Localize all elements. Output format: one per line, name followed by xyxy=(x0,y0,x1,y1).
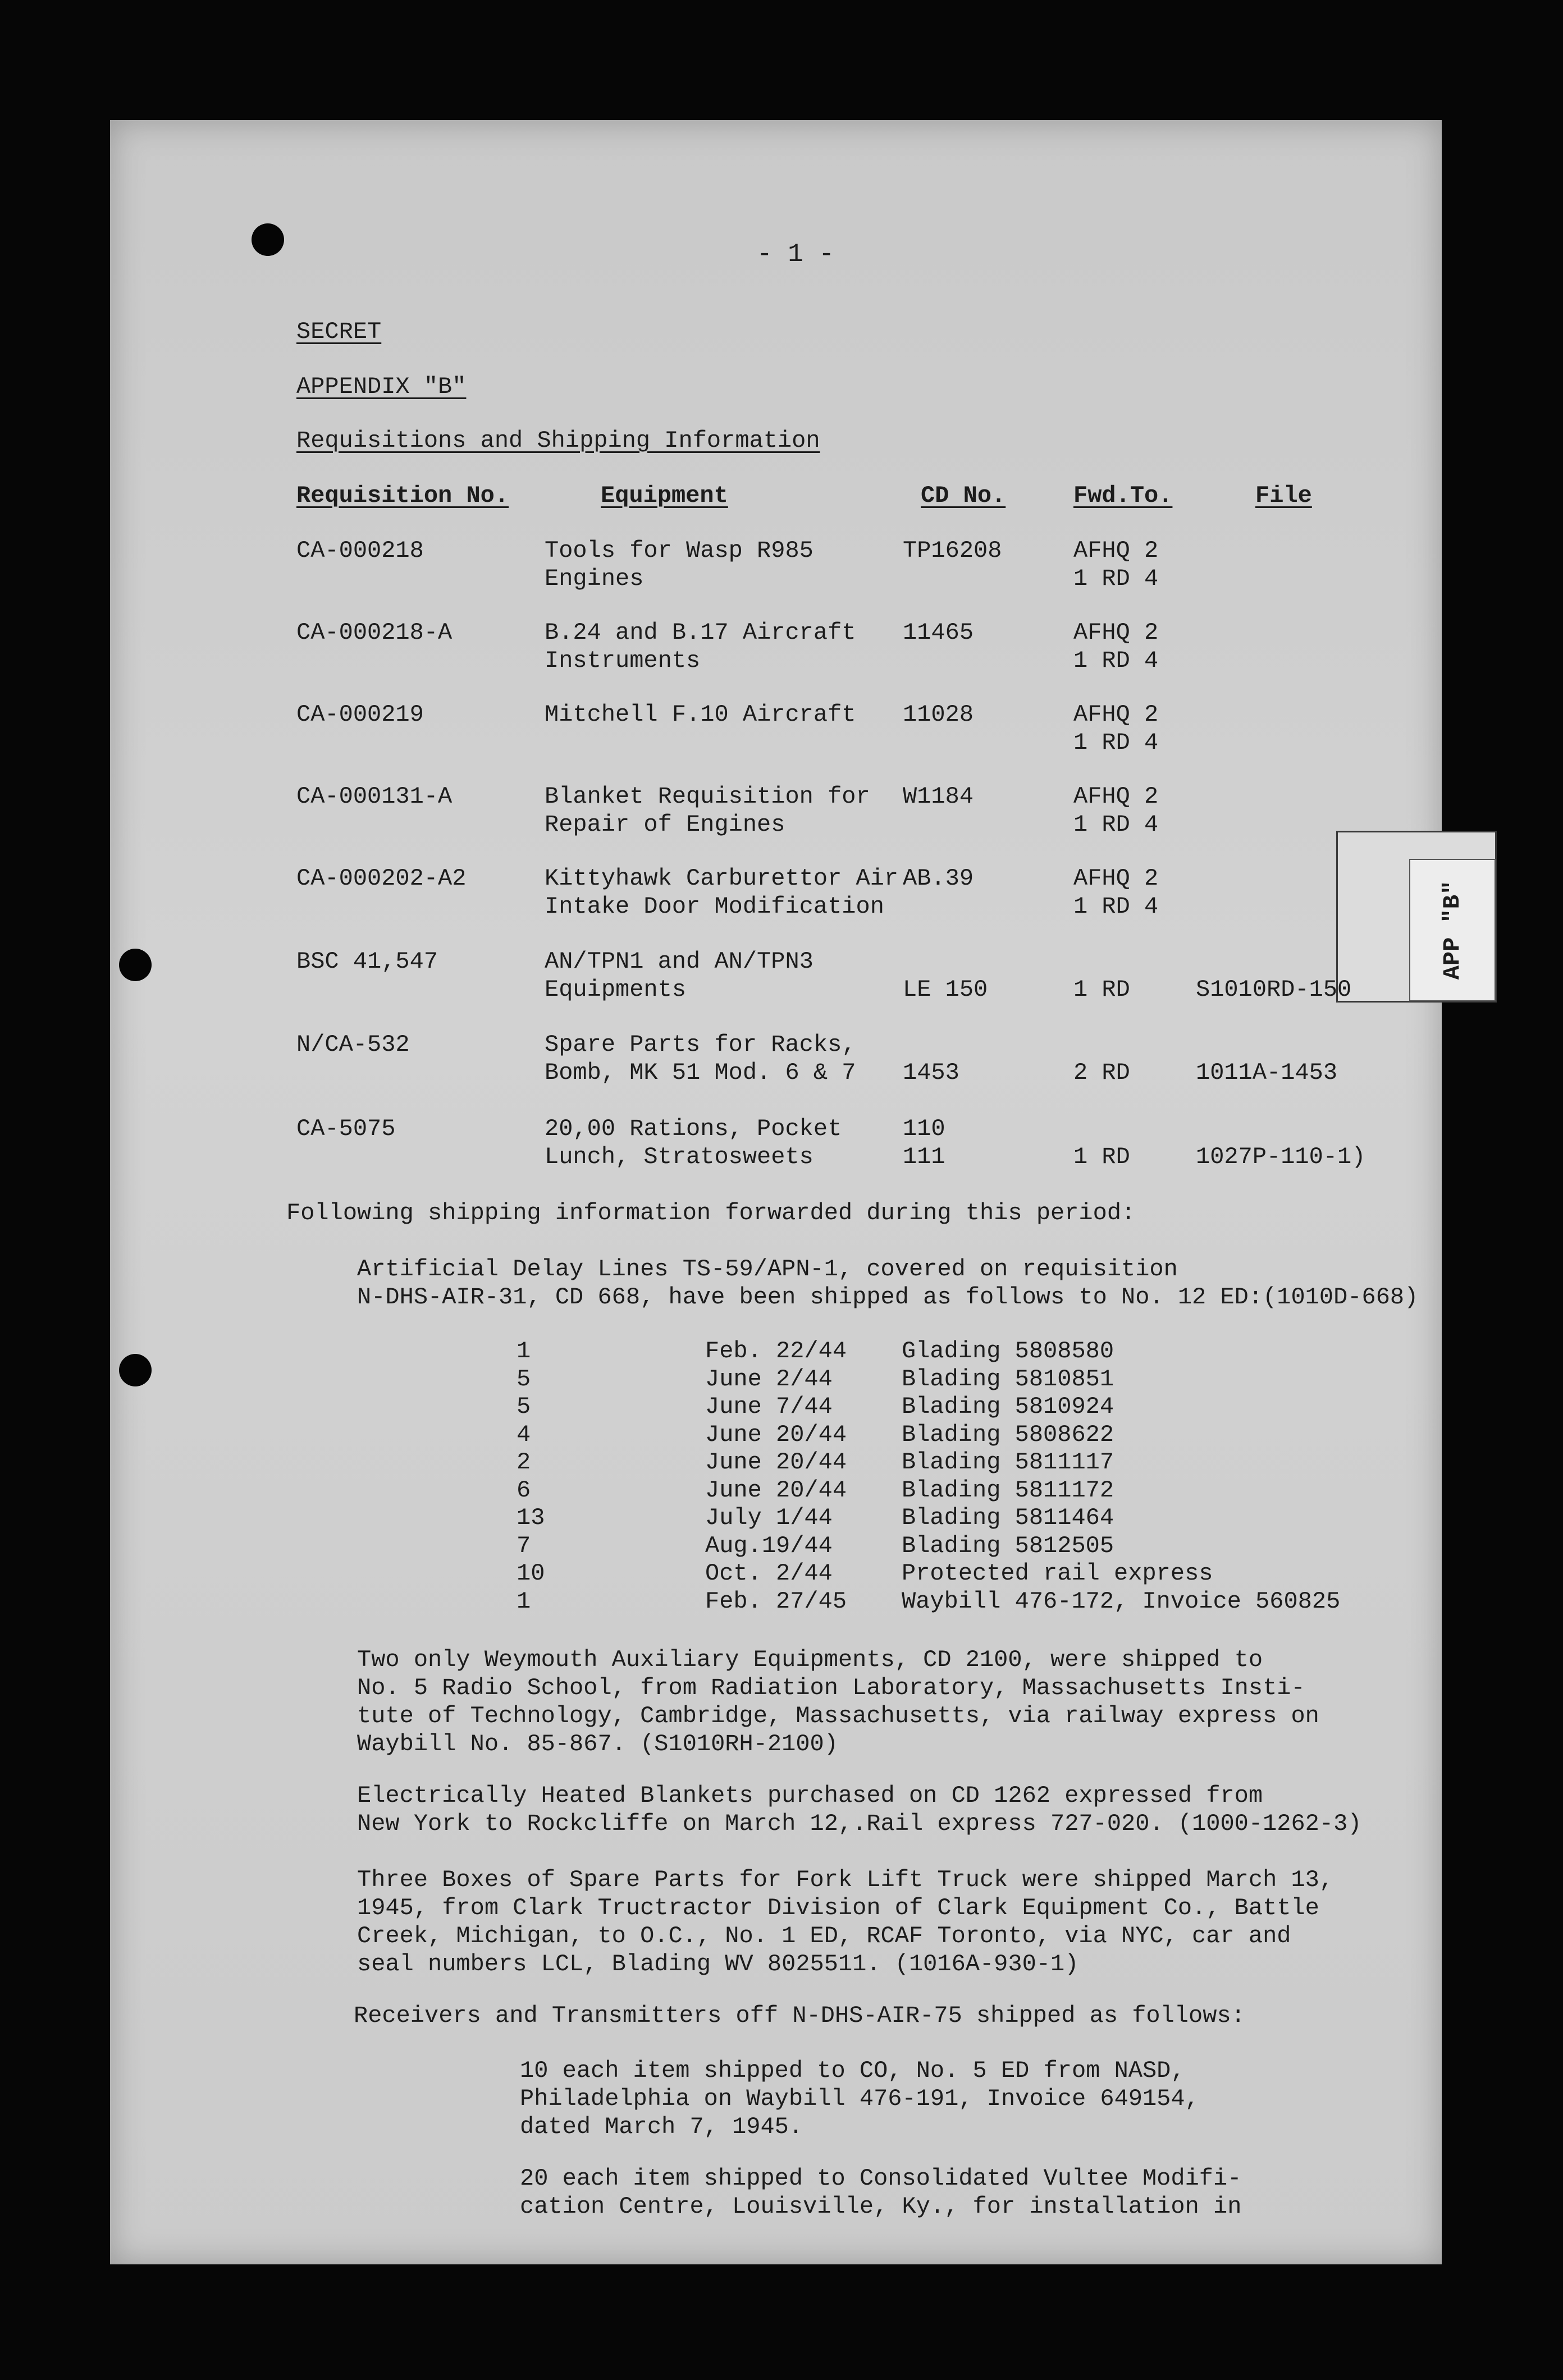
fwd-to-cell: AFHQ 2 xyxy=(1073,537,1159,564)
shipment-date: June 7/44 xyxy=(705,1393,833,1420)
shipment-qty: 2 xyxy=(517,1449,531,1476)
paragraph-line: Artificial Delay Lines TS-59/APN-1, covered on requisition xyxy=(357,1256,1178,1283)
fwd-to-cell: 1 RD 4 xyxy=(1073,893,1159,920)
shipment-qty: 5 xyxy=(517,1366,531,1393)
shipment-date: July 1/44 xyxy=(705,1504,833,1531)
equipment-cell: Tools for Wasp R985 xyxy=(545,537,814,564)
fwd-to-cell: AFHQ 2 xyxy=(1073,619,1159,646)
shipment-qty: 6 xyxy=(517,1477,531,1504)
shipment-info: Protected rail express xyxy=(902,1560,1213,1587)
punch-hole xyxy=(119,949,152,981)
header-equipment: Equipment xyxy=(601,482,728,509)
paragraph-line: No. 5 Radio School, from Radiation Laboratory, Massachusetts Insti- xyxy=(357,1674,1305,1701)
requisition-no: CA-000219 xyxy=(296,701,424,728)
equipment-cell: Kittyhawk Carburettor Air xyxy=(545,865,899,892)
appendix-title: APPENDIX "B" xyxy=(296,373,467,400)
cd-no-cell: W1184 xyxy=(903,783,974,810)
shipment-info: Blading 5810851 xyxy=(902,1366,1114,1393)
header-requisition: Requisition No. xyxy=(296,482,509,509)
equipment-cell: Bomb, MK 51 Mod. 6 & 7 xyxy=(545,1059,856,1086)
header-cd-no: CD No. xyxy=(921,482,1006,509)
equipment-cell: Lunch, Stratosweets xyxy=(545,1143,814,1170)
shipment-date: Oct. 2/44 xyxy=(705,1560,833,1587)
fwd-to-cell: 2 RD xyxy=(1073,1059,1130,1086)
requisition-no: CA-5075 xyxy=(296,1115,396,1142)
cd-no-cell: 11465 xyxy=(903,619,974,646)
shipment-info: Blading 5808622 xyxy=(902,1421,1114,1448)
equipment-cell: Spare Parts for Racks, xyxy=(545,1031,856,1058)
requisition-no: CA-000131-A xyxy=(296,783,453,810)
paragraph-line: Creek, Michigan, to O.C., No. 1 ED, RCAF Toronto, via NYC, car and xyxy=(357,1923,1291,1949)
paragraph-line: 1945, from Clark Tructractor Division of Clark Equipment Co., Battle xyxy=(357,1894,1319,1921)
fwd-to-cell: AFHQ 2 xyxy=(1073,865,1159,892)
shipment-date: June 20/44 xyxy=(705,1421,847,1448)
shipment-qty: 5 xyxy=(517,1393,531,1420)
following-intro: Following shipping information forwarded during this period: xyxy=(286,1200,1136,1226)
paragraph-line: Three Boxes of Spare Parts for Fork Lift Truck were shipped March 13, xyxy=(357,1866,1334,1893)
fwd-to-cell: 1 RD 4 xyxy=(1073,729,1159,756)
shipment-info: Blading 5811464 xyxy=(902,1504,1114,1531)
paragraph-line: N-DHS-AIR-31, CD 668, have been shipped as follows to No. 12 ED:(1010D-668) xyxy=(357,1284,1419,1311)
cd-no-cell: LE 150 xyxy=(903,976,988,1003)
header-file: File xyxy=(1255,482,1312,509)
fwd-to-cell: 1 RD 4 xyxy=(1073,565,1159,592)
cd-no-cell: 1453 xyxy=(903,1059,959,1086)
cd-no-cell: 111 xyxy=(903,1143,945,1170)
paragraph-line: seal numbers LCL, Blading WV 8025511. (1016A-930-1) xyxy=(357,1951,1079,1978)
paragraph-line: 10 each item shipped to CO, No. 5 ED from NASD, xyxy=(520,2057,1185,2084)
paragraph-line: cation Centre, Louisville, Ky., for installation in xyxy=(520,2193,1242,2220)
shipment-date: June 2/44 xyxy=(705,1366,833,1393)
receivers-paragraph xyxy=(354,2002,1245,2030)
fwd-to-cell: 1 RD xyxy=(1073,976,1130,1003)
equipment-cell: Instruments xyxy=(545,647,701,674)
paragraph-line: Philadelphia on Waybill 476-191, Invoice 649154, xyxy=(520,2085,1199,2112)
fwd-to-cell: 1 RD 4 xyxy=(1073,647,1159,674)
shipment-qty: 7 xyxy=(517,1532,531,1559)
shipment-qty: 10 xyxy=(517,1560,545,1587)
cd-no-cell: 11028 xyxy=(903,701,974,728)
paragraph-line: Waybill No. 85-867. (S1010RH-2100) xyxy=(357,1731,838,1757)
equipment-cell: Engines xyxy=(545,565,644,592)
fwd-to-cell: 1 RD xyxy=(1073,1143,1130,1170)
shipment-qty: 1 xyxy=(517,1338,531,1365)
cd-no-cell: 110 xyxy=(903,1115,945,1142)
equipment-cell: 20,00 Rations, Pocket xyxy=(545,1115,842,1142)
requisition-no: N/CA-532 xyxy=(296,1031,410,1058)
sub-item-1 xyxy=(520,2057,1199,2141)
header-fwd-to: Fwd.To. xyxy=(1073,482,1173,509)
equipment-cell: Blanket Requisition for xyxy=(545,783,870,810)
cd-no-cell: AB.39 xyxy=(903,865,974,892)
file-cell: S1010RD-150 xyxy=(1196,976,1352,1003)
sub-item-2 xyxy=(520,2164,1241,2221)
paragraph-line: tute of Technology, Cambridge, Massachusetts, via railway express on xyxy=(357,1702,1319,1729)
blankets-paragraph xyxy=(357,1782,1362,1838)
section-title: Requisitions and Shipping Information xyxy=(296,427,820,454)
shipment-info: Blading 5810924 xyxy=(902,1393,1114,1420)
shipment-date: Feb. 22/44 xyxy=(705,1338,847,1365)
weymouth-paragraph xyxy=(357,1646,1319,1758)
shipment-info: Blading 5812505 xyxy=(902,1532,1114,1559)
equipment-cell: Mitchell F.10 Aircraft xyxy=(545,701,856,728)
file-cell: 1027P-110-1) xyxy=(1196,1143,1366,1170)
fork-lift-paragraph xyxy=(357,1866,1333,1978)
shipment-info: Glading 5808580 xyxy=(902,1338,1114,1365)
cd-no-cell: TP16208 xyxy=(903,537,1002,564)
shipment-date: June 20/44 xyxy=(705,1449,847,1476)
equipment-cell: B.24 and B.17 Aircraft xyxy=(545,619,856,646)
paragraph-line: Two only Weymouth Auxiliary Equipments, CD 2100, were shipped to xyxy=(357,1646,1263,1673)
equipment-cell: Repair of Engines xyxy=(545,811,785,838)
page-number: - 1 - xyxy=(757,240,835,269)
requisition-no: CA-000202-A2 xyxy=(296,865,467,892)
tab-label: APP "B" xyxy=(1409,859,1496,1001)
requisition-no: BSC 41,547 xyxy=(296,948,438,975)
delay-lines-paragraph xyxy=(357,1255,1418,1311)
shipment-info: Blading 5811172 xyxy=(902,1477,1114,1504)
classification: SECRET xyxy=(296,318,382,345)
shipment-qty: 13 xyxy=(517,1504,545,1531)
punch-hole xyxy=(119,1354,152,1386)
requisition-no: CA-000218-A xyxy=(296,619,453,646)
file-cell: 1011A-1453 xyxy=(1196,1059,1338,1086)
shipment-info: Waybill 476-172, Invoice 560825 xyxy=(902,1588,1341,1615)
equipment-cell: Equipments xyxy=(545,976,687,1003)
fwd-to-cell: AFHQ 2 xyxy=(1073,701,1159,728)
paragraph-line: Receivers and Transmitters off N-DHS-AIR-75 shipped as follows: xyxy=(354,2002,1245,2029)
paragraph-line: 20 each item shipped to Consolidated Vultee Modifi- xyxy=(520,2165,1242,2192)
requisition-no: CA-000218 xyxy=(296,537,424,564)
paragraph-line: dated March 7, 1945. xyxy=(520,2113,803,2140)
punch-hole xyxy=(252,223,284,256)
shipment-qty: 4 xyxy=(517,1421,531,1448)
shipment-date: Aug.19/44 xyxy=(705,1532,833,1559)
fwd-to-cell: 1 RD 4 xyxy=(1073,811,1159,838)
paragraph-line: Electrically Heated Blankets purchased on CD 1262 expressed from xyxy=(357,1782,1263,1809)
shipment-date: June 20/44 xyxy=(705,1477,847,1504)
paragraph-line: New York to Rockcliffe on March 12,.Rail express 727-020. (1000-1262-3) xyxy=(357,1810,1362,1837)
shipment-date: Feb. 27/45 xyxy=(705,1588,847,1615)
equipment-cell: AN/TPN1 and AN/TPN3 xyxy=(545,948,814,975)
shipment-info: Blading 5811117 xyxy=(902,1449,1114,1476)
fwd-to-cell: AFHQ 2 xyxy=(1073,783,1159,810)
equipment-cell: Intake Door Modification xyxy=(545,893,884,920)
shipment-qty: 1 xyxy=(517,1588,531,1615)
